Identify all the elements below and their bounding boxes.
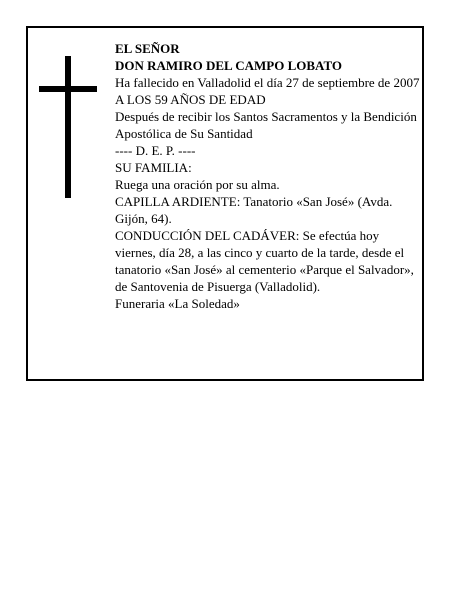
sacraments-statement: Después de recibir los Santos Sacramentos y la Bendición Apostólica de Su Santidad	[115, 109, 417, 141]
deceased-name: DON RAMIRO DEL CAMPO LOBATO	[115, 58, 343, 73]
funeral-home: Funeraria «La Soledad»	[115, 296, 240, 311]
rip-line: ---- D. E. P. ----	[115, 143, 196, 158]
procession-info: CONDUCCIÓN DEL CADÁVER: Se efectúa hoy viernes, día 28, a las cinco y cuarto de la tarde, desde el tanatorio «San José» al cementerio «Parque el Salvador», de Santovenia de Pisuerga (Valladolid).	[115, 228, 414, 294]
cross-icon	[39, 56, 97, 198]
age-statement: A LOS 59 AÑOS DE EDAD	[115, 92, 266, 107]
obituary-text	[115, 40, 421, 312]
chapel-info: CAPILLA ARDIENTE: Tanatorio «San José» (Avda. Gijón, 64).	[115, 194, 393, 226]
death-statement: Ha fallecido en Valladolid el día 27 de septiembre de 2007	[115, 75, 420, 90]
cross-vertical-bar	[65, 56, 71, 198]
honorific: EL SEÑOR	[115, 41, 180, 56]
family-heading: SU FAMILIA:	[115, 160, 192, 175]
obituary-notice	[26, 26, 424, 381]
cross-horizontal-bar	[39, 86, 97, 92]
prayer-request: Ruega una oración por su alma.	[115, 177, 280, 192]
